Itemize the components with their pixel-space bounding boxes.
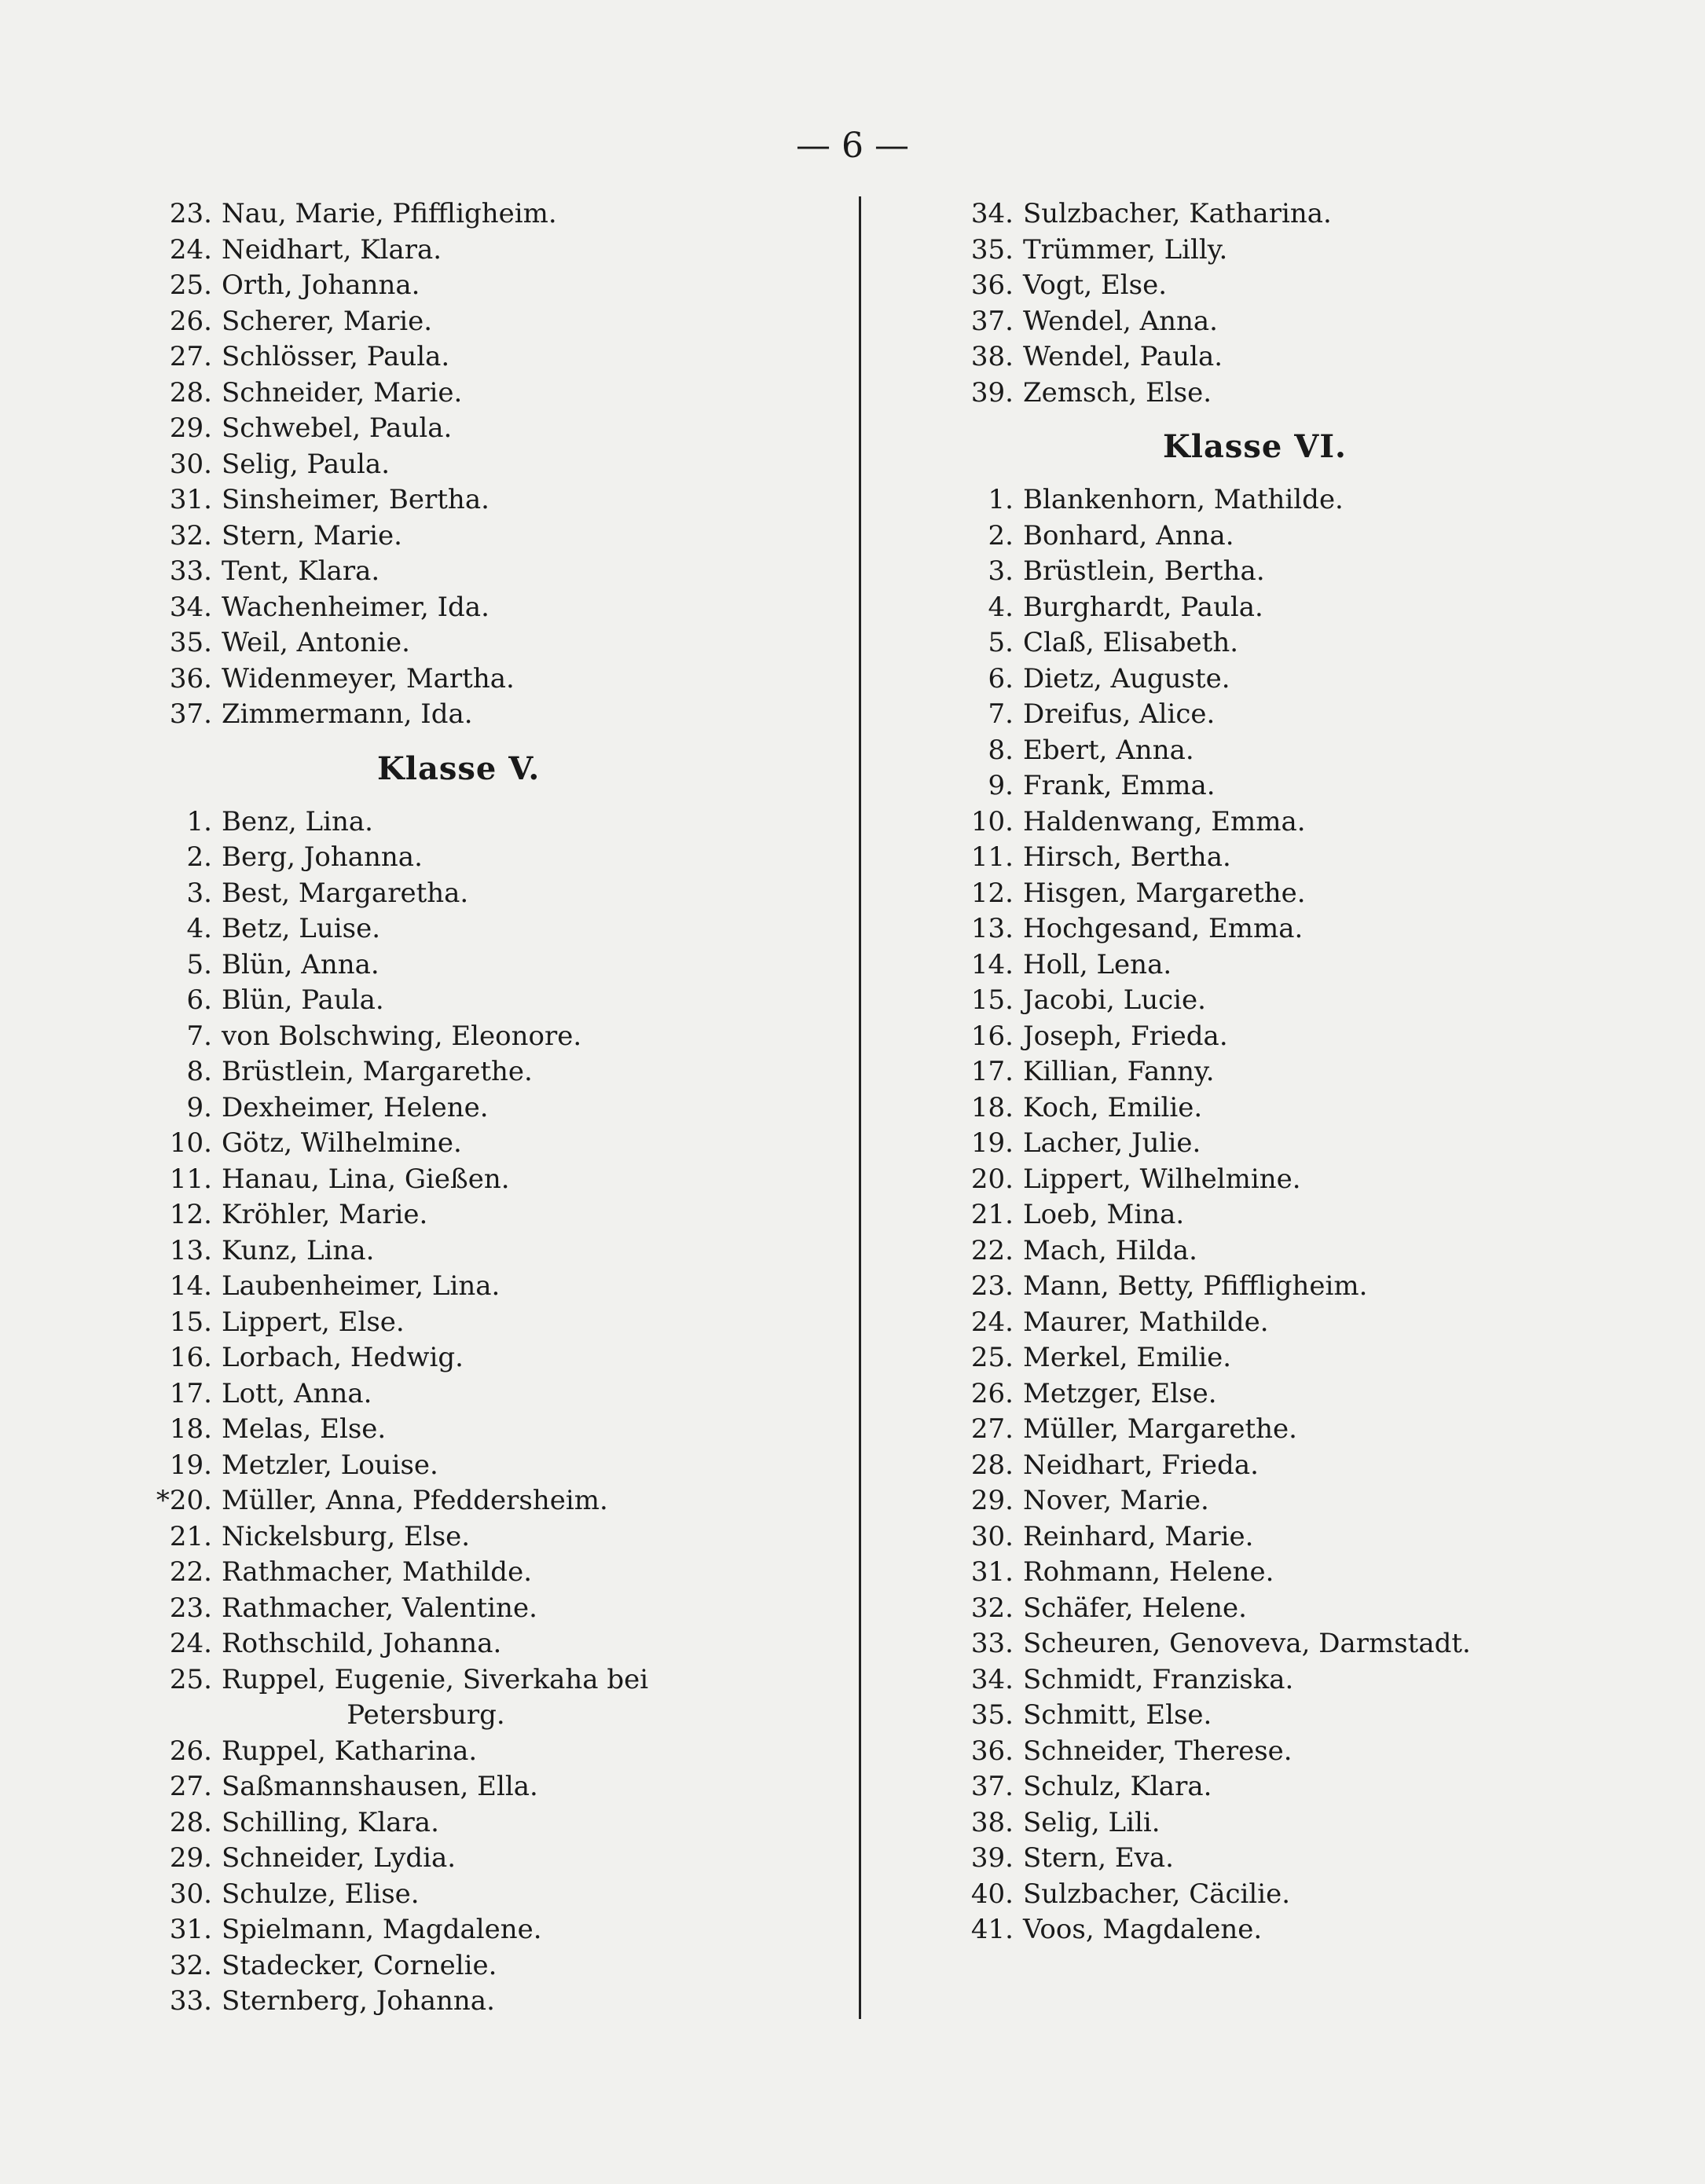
class-iv-continued-list bbox=[134, 196, 825, 733]
entry-name: Schmitt, Else. bbox=[1023, 1699, 1212, 1731]
list-item bbox=[943, 1555, 1571, 1591]
entry-name: Brüstlein, Bertha. bbox=[1023, 555, 1265, 587]
class-vi-list bbox=[943, 482, 1571, 1948]
entry-name: Kröhler, Marie. bbox=[222, 1199, 428, 1230]
list-item bbox=[134, 1984, 825, 2020]
list-item bbox=[943, 1090, 1571, 1127]
entry-number: 3. bbox=[988, 555, 1014, 587]
entry-name: Kunz, Lina. bbox=[222, 1234, 375, 1266]
list-item bbox=[943, 590, 1571, 626]
entry-name: Lacher, Julie. bbox=[1023, 1127, 1201, 1159]
entry-name: Merkel, Emilie. bbox=[1023, 1342, 1232, 1373]
entry-name: Götz, Wilhelmine. bbox=[222, 1127, 462, 1159]
entry-name: Benz, Lina. bbox=[222, 805, 373, 837]
list-item bbox=[943, 1591, 1571, 1627]
entry-number: 15. bbox=[970, 984, 1014, 1016]
entry-name: Metzler, Louise. bbox=[222, 1449, 438, 1481]
entry-name: Stern, Marie. bbox=[222, 519, 402, 551]
entry-name: Spielmann, Magdalene. bbox=[222, 1914, 542, 1945]
entry-number: 27. bbox=[970, 1413, 1014, 1445]
list-item bbox=[943, 768, 1571, 804]
list-item bbox=[943, 1197, 1571, 1233]
list-item bbox=[134, 1769, 825, 1805]
list-item bbox=[134, 911, 825, 947]
entry-name: Sulzbacher, Katharina. bbox=[1023, 198, 1332, 229]
entry-name: Hisgen, Margarethe. bbox=[1023, 877, 1306, 909]
list-item bbox=[943, 339, 1571, 376]
entry-name: Dreifus, Alice. bbox=[1023, 698, 1216, 730]
entry-number: 29. bbox=[169, 1842, 212, 1874]
left-column bbox=[134, 196, 825, 2020]
entry-number: 18. bbox=[970, 1091, 1014, 1123]
entry-number: 34. bbox=[970, 1663, 1014, 1695]
entry-number: 16. bbox=[970, 1020, 1014, 1052]
list-item bbox=[943, 482, 1571, 519]
entry-number: 4. bbox=[988, 591, 1014, 623]
list-item bbox=[943, 1162, 1571, 1198]
entry-number: 34. bbox=[970, 198, 1014, 229]
entry-name: Widenmeyer, Martha. bbox=[222, 662, 515, 694]
class-v-heading: Klasse V. bbox=[377, 749, 541, 787]
list-item bbox=[943, 1877, 1571, 1913]
list-item bbox=[943, 268, 1571, 304]
entry-number: 26. bbox=[169, 305, 212, 337]
entry-number: 28. bbox=[169, 1806, 212, 1838]
entry-number: 33. bbox=[169, 555, 212, 587]
entry-number: 24. bbox=[169, 1628, 212, 1659]
list-item bbox=[943, 519, 1571, 555]
entry-number: 33. bbox=[970, 1628, 1014, 1659]
entry-name: Stern, Eva. bbox=[1023, 1842, 1174, 1874]
column-divider bbox=[859, 196, 861, 2019]
class-v-continued-list bbox=[943, 196, 1571, 411]
list-item bbox=[134, 1233, 825, 1270]
list-item bbox=[134, 1734, 825, 1770]
entry-number: 25. bbox=[970, 1342, 1014, 1373]
entry-number: 1. bbox=[988, 484, 1014, 515]
entry-name: Lott, Anna. bbox=[222, 1377, 372, 1409]
entry-number: 26. bbox=[970, 1377, 1014, 1409]
list-item bbox=[134, 1626, 825, 1662]
entry-name: Metzger, Else. bbox=[1023, 1377, 1217, 1409]
list-item bbox=[943, 1233, 1571, 1270]
entry-number: 41. bbox=[970, 1914, 1014, 1945]
list-item bbox=[943, 1483, 1571, 1519]
entry-name: Dexheimer, Helene. bbox=[222, 1091, 489, 1123]
entry-number: 36. bbox=[970, 1735, 1014, 1767]
entry-name: Rothschild, Johanna. bbox=[222, 1628, 502, 1659]
entry-name: Scherer, Marie. bbox=[222, 305, 432, 337]
class-vi-heading: Klasse VI. bbox=[1163, 428, 1347, 465]
entry-name: Nickelsburg, Else. bbox=[222, 1520, 471, 1552]
list-item bbox=[943, 625, 1571, 661]
list-item bbox=[134, 1877, 825, 1913]
entry-number: 35. bbox=[970, 233, 1014, 266]
list-item bbox=[134, 1269, 825, 1305]
entry-name: Frank, Emma. bbox=[1023, 770, 1216, 801]
entry-name: Selig, Paula. bbox=[222, 448, 390, 480]
entry-number: 14. bbox=[169, 1270, 212, 1302]
list-item bbox=[134, 590, 825, 626]
list-item bbox=[943, 1054, 1571, 1090]
entry-number: 1. bbox=[186, 805, 212, 837]
entry-name: Wachenheimer, Ida. bbox=[222, 591, 490, 623]
class-v-list bbox=[134, 804, 825, 1662]
entry-name: Schneider, Lydia. bbox=[222, 1842, 456, 1874]
list-item bbox=[943, 1448, 1571, 1484]
entry-number: 5. bbox=[186, 948, 212, 980]
list-item bbox=[943, 1019, 1571, 1055]
entry-number: 5. bbox=[988, 627, 1014, 658]
entry-number: 37. bbox=[970, 305, 1014, 337]
entry-name: Rohmann, Helene. bbox=[1023, 1556, 1274, 1588]
entry-name: Schäfer, Helene. bbox=[1023, 1592, 1247, 1624]
entry-name: Burghardt, Paula. bbox=[1023, 591, 1263, 623]
list-item bbox=[134, 625, 825, 661]
entry-number: 23. bbox=[970, 1270, 1014, 1302]
list-item bbox=[943, 304, 1571, 340]
list-item bbox=[943, 911, 1571, 947]
list-item bbox=[943, 1841, 1571, 1877]
list-item bbox=[134, 1197, 825, 1233]
list-item bbox=[134, 1305, 825, 1341]
entry-name: Lorbach, Hedwig. bbox=[222, 1342, 464, 1373]
list-item bbox=[943, 840, 1571, 876]
entry-number: 4. bbox=[186, 913, 212, 944]
list-item bbox=[134, 482, 825, 519]
entry-name: Maurer, Mathilde. bbox=[1023, 1306, 1269, 1338]
entry-number: 9. bbox=[988, 770, 1014, 801]
entry-name: Laubenheimer, Lina. bbox=[222, 1270, 500, 1302]
list-item bbox=[134, 983, 825, 1019]
list-item bbox=[134, 1054, 825, 1090]
entry-number: 32. bbox=[970, 1592, 1014, 1624]
list-item bbox=[943, 804, 1571, 841]
list-item bbox=[134, 1412, 825, 1448]
entry-number: 6. bbox=[186, 984, 212, 1016]
entry-name: Sternberg, Johanna. bbox=[222, 1985, 495, 2017]
list-item bbox=[134, 697, 825, 733]
entry-name: Loeb, Mina. bbox=[1023, 1199, 1185, 1230]
list-item bbox=[134, 1805, 825, 1841]
entry-name bbox=[212, 1662, 772, 1733]
class-v-list-rest bbox=[134, 1734, 825, 2020]
list-item bbox=[943, 196, 1571, 233]
entry-name: Müller, Margarethe. bbox=[1023, 1413, 1297, 1445]
entry-name: Neidhart, Klara. bbox=[222, 233, 442, 266]
entry-number: 17. bbox=[970, 1056, 1014, 1087]
entry-name-line1: Ruppel, Eugenie, Siverkaha bei bbox=[222, 1663, 649, 1695]
entry-number: 37. bbox=[169, 698, 212, 730]
list-item bbox=[943, 1626, 1571, 1662]
entry-number: 7. bbox=[186, 1020, 212, 1052]
list-item bbox=[943, 876, 1571, 912]
entry-name: Rathmacher, Mathilde. bbox=[222, 1556, 533, 1588]
entry-number: 15. bbox=[169, 1306, 212, 1338]
entry-name: Nau, Marie, Pfiffligheim. bbox=[222, 198, 557, 229]
list-item bbox=[943, 233, 1571, 269]
list-item bbox=[134, 304, 825, 340]
entry-number: 12. bbox=[970, 877, 1014, 909]
list-item bbox=[943, 661, 1571, 698]
entry-number: 37. bbox=[970, 1771, 1014, 1802]
entry-name: Reinhard, Marie. bbox=[1023, 1520, 1254, 1552]
list-item bbox=[134, 1090, 825, 1127]
entry-number: 7. bbox=[988, 698, 1014, 730]
list-item bbox=[134, 196, 825, 233]
entry-number: 20. bbox=[970, 1163, 1014, 1195]
entry-number: 28. bbox=[169, 376, 212, 409]
list-item bbox=[134, 519, 825, 555]
entry-name: Bonhard, Anna. bbox=[1023, 519, 1234, 551]
entry-number: 26. bbox=[169, 1735, 212, 1767]
entry-name: Ruppel, Katharina. bbox=[222, 1735, 478, 1767]
entry-name: Schneider, Therese. bbox=[1023, 1735, 1292, 1767]
entry-name: Joseph, Frieda. bbox=[1023, 1020, 1228, 1052]
entry-number: 2. bbox=[186, 841, 212, 873]
entry-name: Hochgesand, Emma. bbox=[1023, 913, 1304, 944]
entry-name: Orth, Johanna. bbox=[222, 269, 420, 301]
entry-name: Schlösser, Paula. bbox=[222, 341, 450, 372]
entry-number: 33. bbox=[169, 1985, 212, 2017]
entry-number: 8. bbox=[988, 734, 1014, 766]
list-item bbox=[134, 1019, 825, 1055]
list-item bbox=[943, 697, 1571, 733]
list-item bbox=[134, 1448, 825, 1484]
entry-number: 19. bbox=[169, 1449, 212, 1481]
entry-name: Melas, Else. bbox=[222, 1413, 387, 1445]
entry-number: 32. bbox=[169, 1949, 212, 1981]
entry-name: Müller, Anna, Pfeddersheim. bbox=[222, 1485, 608, 1516]
entry-name: Schneider, Marie. bbox=[222, 376, 463, 409]
right-column bbox=[943, 196, 1571, 1948]
list-item bbox=[943, 1519, 1571, 1556]
list-item bbox=[134, 376, 825, 412]
entry-number: 2. bbox=[988, 519, 1014, 551]
entry-number: 32. bbox=[169, 519, 212, 551]
entry-name: Koch, Emilie. bbox=[1023, 1091, 1203, 1123]
list-item bbox=[943, 1305, 1571, 1341]
entry-name: Berg, Johanna. bbox=[222, 841, 423, 873]
list-item bbox=[943, 1698, 1571, 1734]
list-item bbox=[134, 1126, 825, 1162]
list-item bbox=[943, 1269, 1571, 1305]
list-item bbox=[134, 1841, 825, 1877]
entry-number: 31. bbox=[169, 1914, 212, 1945]
entry-number: 28. bbox=[970, 1449, 1014, 1481]
list-item bbox=[943, 376, 1571, 412]
entry-number: 19. bbox=[970, 1127, 1014, 1159]
entry-number: 21. bbox=[169, 1520, 212, 1552]
list-item bbox=[943, 1805, 1571, 1841]
entry-name: Claß, Elisabeth. bbox=[1023, 627, 1239, 658]
entry-name: Jacobi, Lucie. bbox=[1023, 984, 1206, 1016]
entry-number: 30. bbox=[169, 1878, 212, 1910]
entry-name: Hirsch, Bertha. bbox=[1023, 841, 1231, 873]
entry-number: 30. bbox=[970, 1520, 1014, 1552]
list-item bbox=[134, 1948, 825, 1984]
entry-number: 10. bbox=[169, 1127, 212, 1159]
entry-number: 16. bbox=[169, 1342, 212, 1373]
entry-number: 23. bbox=[169, 1592, 212, 1624]
entry-number: 25. bbox=[169, 269, 212, 301]
entry-name: Scheuren, Genoveva, Darmstadt. bbox=[1023, 1628, 1471, 1659]
entry-number: 36. bbox=[970, 269, 1014, 301]
entry-number: 38. bbox=[970, 1806, 1014, 1838]
entry-number: 22. bbox=[970, 1234, 1014, 1266]
entry-name: Weil, Antonie. bbox=[222, 627, 410, 658]
list-item bbox=[943, 1769, 1571, 1805]
entry-number: 23. bbox=[169, 198, 212, 229]
list-item bbox=[134, 233, 825, 269]
entry-name: Sulzbacher, Cäcilie. bbox=[1023, 1878, 1291, 1910]
entry-number: 6. bbox=[988, 662, 1014, 694]
entry-number: 13. bbox=[169, 1234, 212, 1266]
list-item bbox=[943, 1340, 1571, 1376]
entry-number: 25. bbox=[169, 1663, 212, 1695]
entry-name: Wendel, Anna. bbox=[1023, 305, 1218, 337]
entry-number: 39. bbox=[970, 376, 1014, 409]
entry-number: *20. bbox=[156, 1485, 212, 1516]
entry-name: Lippert, Else. bbox=[222, 1306, 405, 1338]
entry-number: 12. bbox=[169, 1199, 212, 1230]
page-number: — 6 — bbox=[796, 126, 909, 166]
entry-name: Haldenwang, Emma. bbox=[1023, 805, 1306, 837]
entry-name: Neidhart, Frieda. bbox=[1023, 1449, 1259, 1481]
entry-name: Blün, Anna. bbox=[222, 948, 380, 980]
entry-name: Schwebel, Paula. bbox=[222, 412, 453, 444]
entry-number: 30. bbox=[169, 448, 212, 480]
list-item bbox=[943, 733, 1571, 769]
list-item bbox=[134, 840, 825, 876]
entry-name-line2: Petersburg. bbox=[346, 1698, 505, 1731]
entry-number: 14. bbox=[970, 948, 1014, 980]
entry-name: Voos, Magdalene. bbox=[1023, 1914, 1263, 1945]
list-item bbox=[134, 1662, 825, 1734]
entry-number: 22. bbox=[169, 1556, 212, 1588]
entry-number: 21. bbox=[970, 1199, 1014, 1230]
list-item bbox=[134, 1555, 825, 1591]
entry-name: Brüstlein, Margarethe. bbox=[222, 1056, 533, 1087]
entry-number: 24. bbox=[970, 1306, 1014, 1338]
entry-name: von Bolschwing, Eleonore. bbox=[222, 1020, 582, 1052]
entry-number: 27. bbox=[169, 1771, 212, 1802]
list-item bbox=[943, 983, 1571, 1019]
entry-number: 34. bbox=[169, 591, 212, 623]
list-item bbox=[134, 1519, 825, 1556]
entry-name: Trümmer, Lilly. bbox=[1023, 233, 1228, 266]
entry-number: 11. bbox=[970, 841, 1014, 873]
list-item bbox=[134, 1376, 825, 1413]
entry-number: 11. bbox=[169, 1163, 212, 1195]
entry-name: Schulz, Klara. bbox=[1023, 1771, 1212, 1802]
list-item bbox=[943, 1376, 1571, 1413]
entry-number: 17. bbox=[169, 1377, 212, 1409]
entry-number: 29. bbox=[169, 412, 212, 444]
entry-name: Schmidt, Franziska. bbox=[1023, 1663, 1294, 1695]
list-item bbox=[134, 447, 825, 483]
entry-name: Holl, Lena. bbox=[1023, 948, 1172, 980]
entry-number: 13. bbox=[970, 913, 1014, 944]
entry-name: Mach, Hilda. bbox=[1023, 1234, 1197, 1266]
list-item bbox=[134, 339, 825, 376]
entry-number: 8. bbox=[186, 1056, 212, 1087]
entry-name: Wendel, Paula. bbox=[1023, 341, 1223, 372]
entry-name: Betz, Luise. bbox=[222, 913, 381, 944]
entry-number: 27. bbox=[169, 341, 212, 372]
list-item bbox=[134, 804, 825, 841]
entry-name: Best, Margaretha. bbox=[222, 877, 469, 909]
list-item bbox=[134, 268, 825, 304]
entry-number: 3. bbox=[186, 877, 212, 909]
entry-number: 35. bbox=[169, 627, 212, 658]
list-item bbox=[134, 876, 825, 912]
entry-number: 35. bbox=[970, 1699, 1014, 1731]
entry-number: 31. bbox=[970, 1556, 1014, 1588]
entry-number: 9. bbox=[186, 1091, 212, 1123]
entry-name: Saßmannshausen, Ella. bbox=[222, 1771, 538, 1802]
entry-name: Zemsch, Else. bbox=[1023, 376, 1212, 409]
entry-name: Stadecker, Cornelie. bbox=[222, 1949, 497, 1981]
list-item bbox=[134, 1340, 825, 1376]
entry-name: Rathmacher, Valentine. bbox=[222, 1592, 537, 1624]
list-item bbox=[134, 1483, 825, 1519]
entry-name: Sinsheimer, Bertha. bbox=[222, 484, 490, 515]
list-item bbox=[943, 1412, 1571, 1448]
entry-number: 38. bbox=[970, 341, 1014, 372]
entry-name: Killian, Fanny. bbox=[1023, 1056, 1215, 1087]
list-item bbox=[943, 1126, 1571, 1162]
list-item bbox=[943, 1662, 1571, 1698]
entry-name: Schulze, Elise. bbox=[222, 1878, 420, 1910]
entry-number: 24. bbox=[169, 233, 212, 266]
entry-name: Schilling, Klara. bbox=[222, 1806, 439, 1838]
list-item bbox=[134, 947, 825, 984]
entry-number: 31. bbox=[169, 484, 212, 515]
list-item bbox=[943, 947, 1571, 984]
list-item bbox=[943, 554, 1571, 590]
entry-name: Hanau, Lina, Gießen. bbox=[222, 1163, 510, 1195]
entry-name: Tent, Klara. bbox=[222, 555, 380, 587]
entry-name: Nover, Marie. bbox=[1023, 1485, 1209, 1516]
entry-name: Zimmermann, Ida. bbox=[222, 698, 473, 730]
list-item bbox=[134, 661, 825, 698]
entry-number: 39. bbox=[970, 1842, 1014, 1874]
entry-number: 10. bbox=[970, 805, 1014, 837]
entry-name: Mann, Betty, Pfiffligheim. bbox=[1023, 1270, 1368, 1302]
entry-name: Selig, Lili. bbox=[1023, 1806, 1160, 1838]
entry-name: Dietz, Auguste. bbox=[1023, 662, 1230, 694]
entry-name: Blün, Paula. bbox=[222, 984, 384, 1016]
list-item bbox=[134, 554, 825, 590]
entry-number: 18. bbox=[169, 1413, 212, 1445]
entry-number: 40. bbox=[970, 1878, 1014, 1910]
list-item bbox=[134, 1912, 825, 1948]
list-item bbox=[943, 1734, 1571, 1770]
list-item bbox=[134, 411, 825, 447]
list-item bbox=[134, 1591, 825, 1627]
entry-number: 36. bbox=[169, 662, 212, 694]
entry-name: Lippert, Wilhelmine. bbox=[1023, 1163, 1301, 1195]
list-item bbox=[134, 1162, 825, 1198]
list-item bbox=[943, 1912, 1571, 1948]
entry-name: Blankenhorn, Mathilde. bbox=[1023, 484, 1344, 515]
entry-name: Ebert, Anna. bbox=[1023, 734, 1194, 766]
entry-name: Vogt, Else. bbox=[1023, 269, 1168, 301]
entry-number: 29. bbox=[970, 1485, 1014, 1516]
